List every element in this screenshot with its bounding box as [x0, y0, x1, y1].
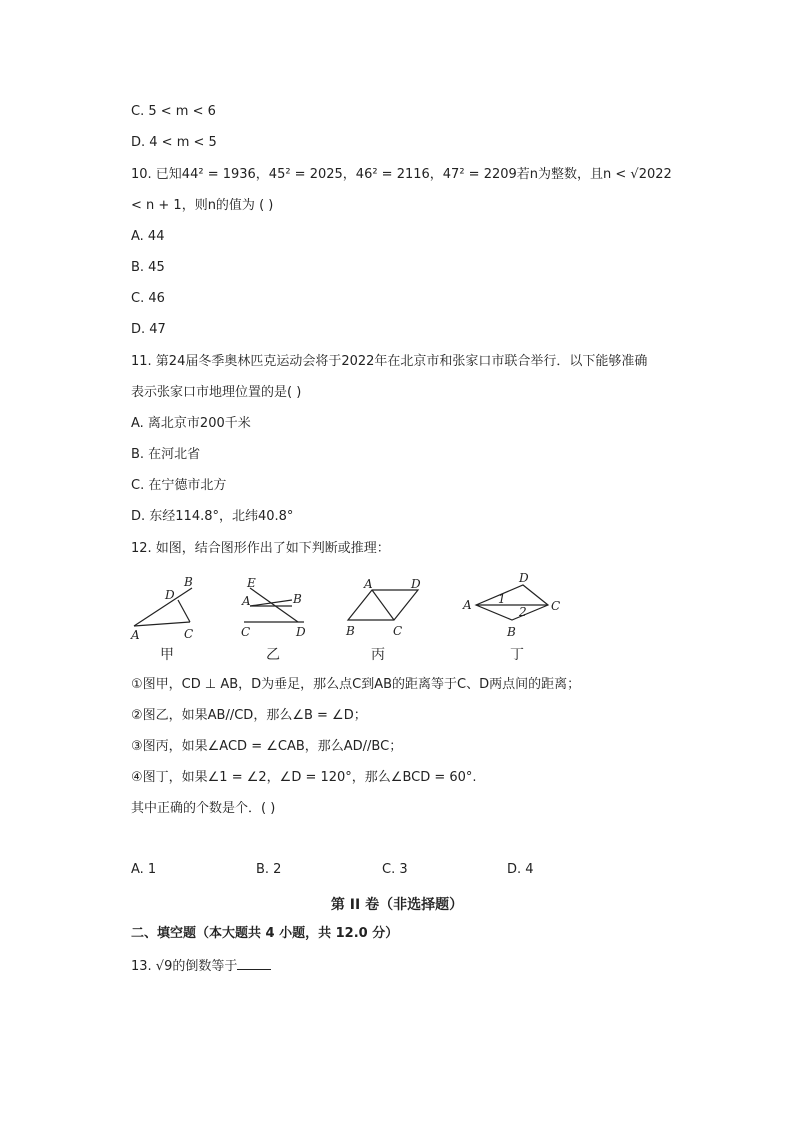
jia-label-c: C: [184, 627, 194, 641]
q11-option-d: D. 东经114.8°，北纬40.8°: [131, 509, 294, 524]
figure-ding: [476, 585, 548, 620]
q9-option-d: D. 4 < m < 5: [131, 135, 217, 150]
yi-label-d: D: [296, 625, 306, 639]
fill-in-section-heading: 二、填空题（本大题共 4 小题，共 12.0 分）: [131, 926, 399, 941]
figure-bing: [348, 590, 418, 620]
bing-label-b: B: [346, 624, 355, 638]
ding-label-2: 2: [519, 605, 527, 619]
jia-label-a: A: [131, 628, 140, 642]
q12-option-b: B. 2: [256, 862, 282, 877]
bing-label-d: D: [411, 577, 421, 591]
q10-stem-line1: 10. 已知44² = 1936，45² = 2025，46² = 2116，47² = 2209若n为整数，且n < √2022: [131, 167, 672, 182]
yi-label-a: A: [242, 594, 251, 608]
ding-label-c: C: [551, 599, 561, 613]
q12-statement-4: ④图丁，如果∠1 = ∠2，∠D = 120°，那么∠BCD = 60°.: [131, 770, 477, 785]
q10-stem-line2: < n + 1，则n的值为 ( ): [131, 198, 274, 213]
q12-figures: [128, 570, 568, 670]
q9-option-c: C. 5 < m < 6: [131, 104, 216, 119]
q11-stem-line1: 11. 第24届冬季奥林匹克运动会将于2022年在北京市和张家口市联合举行．以下能够准确: [131, 354, 648, 369]
q12-option-a: A. 1: [131, 862, 157, 877]
yi-label-e: E: [247, 576, 256, 590]
q13-text: 13. √9的倒数等于: [131, 959, 238, 974]
bing-label-c: C: [393, 624, 403, 638]
q11-option-a: A. 离北京市200千米: [131, 416, 251, 431]
q10-option-c: C. 46: [131, 291, 165, 306]
q12-stem: 12. 如图，结合图形作出了如下判断或推理：: [131, 541, 390, 556]
q11-option-b: B. 在河北省: [131, 447, 201, 462]
q11-option-c: C. 在宁德市北方: [131, 478, 227, 493]
jia-label-b: B: [184, 575, 193, 589]
geometry-figures: [128, 570, 568, 645]
q12-option-d: D. 4: [507, 862, 534, 877]
ding-label-d: D: [519, 571, 529, 585]
q12-option-c: C. 3: [382, 862, 408, 877]
q10-option-b: B. 45: [131, 260, 165, 275]
q13-stem: [131, 957, 271, 976]
figure-jia: [134, 588, 192, 626]
q10-option-a: A. 44: [131, 229, 165, 244]
part2-title: 第 II 卷（非选择题）: [330, 897, 464, 913]
q12-question: 其中正确的个数是个．( ): [131, 801, 276, 816]
yi-label-b: B: [293, 592, 302, 606]
q11-stem-line2: 表示张家口市地理位置的是( ): [131, 385, 302, 400]
caption-yi: 乙: [266, 647, 280, 663]
ding-label-b: B: [507, 625, 516, 639]
jia-label-d: D: [165, 588, 175, 602]
q12-statement-1: ①图甲，CD ⊥ AB，D为垂足，那么点C到AB的距离等于C、D两点间的距离；: [131, 677, 581, 692]
caption-bing: 丙: [371, 647, 385, 663]
caption-jia: 甲: [160, 647, 174, 663]
ding-label-a: A: [463, 598, 472, 612]
q12-statement-2: ②图乙，如果AB//CD，那么∠B = ∠D；: [131, 708, 367, 723]
q10-option-d: D. 47: [131, 322, 166, 337]
bing-label-a: A: [364, 577, 373, 591]
yi-label-c: C: [241, 625, 251, 639]
ding-label-1: 1: [498, 592, 506, 606]
q12-statement-3: ③图丙，如果∠ACD = ∠CAB，那么AD//BC；: [131, 739, 403, 754]
answer-blank: [237, 957, 271, 970]
caption-ding: 丁: [510, 647, 524, 663]
